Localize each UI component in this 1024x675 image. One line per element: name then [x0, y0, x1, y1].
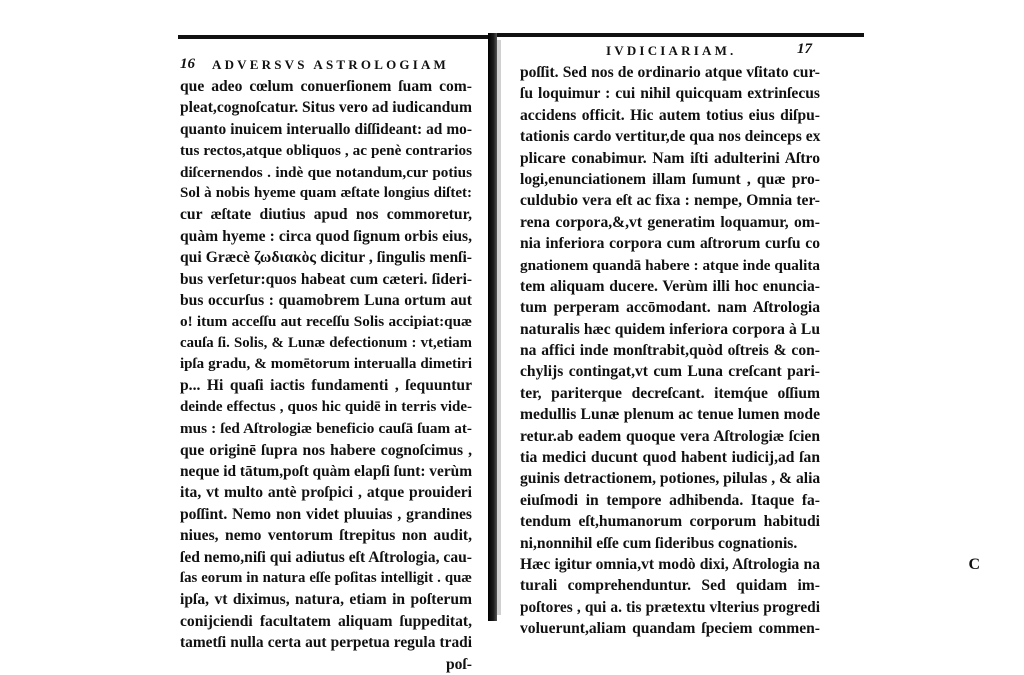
signature-mark: C [968, 556, 980, 573]
book-spine [488, 33, 497, 621]
right-page [520, 40, 820, 640]
text-line: cur æſtate diutius apud nos commoretur, [180, 206, 472, 224]
right-page-number: 17 [797, 41, 812, 57]
text-line: tendum eſt,humanorum corporum habitudi [520, 513, 820, 531]
text-line: poſtores , qui a. tis prætextu vlterius progredi [520, 598, 820, 616]
text-line: tum perperam accōmodant. nam Aſtrologia [520, 299, 820, 317]
right-page-header [520, 40, 820, 62]
text-line: conijciendi facultatem aliquam ſuppeditat, [180, 612, 472, 630]
right-header-rule [496, 33, 864, 37]
left-header-rule [178, 35, 490, 39]
text-line: neque id tātum,poſt quàm elapſi ſunt: verùm [180, 463, 473, 481]
text-line: ita, vt multo antè proſpici , atque prouideri [180, 484, 472, 502]
text-line: que originē ſupra nos habere cognoſcimus , [180, 441, 472, 459]
text-line: diſcernendos . indè que notandum,cur potius [180, 163, 472, 181]
text-line: tem aliquam ducere. Verùm illi hoc enuncia- [520, 277, 820, 295]
text-line: culdubio vera eſt ac fixa : nempe, Omnia ter- [520, 192, 820, 210]
text-line: pleat,cognoſcatur. Situs vero ad iudicandum [180, 99, 472, 117]
text-line: accidens officit. Hic autem totius eius diſpu- [520, 106, 820, 124]
right-running-head: IVDICIARIAM. [606, 43, 737, 58]
right-page-text [520, 62, 820, 640]
text-line: nia inferiora corpora cum aſtrorum curſu co [520, 235, 820, 253]
text-line: medullis Lunæ plenum ac tenue lumen mode [520, 406, 820, 424]
left-page-number: 16 [180, 56, 195, 72]
text-line: ter, pariterque decreſcant. itemq́ue oſſium [520, 384, 820, 402]
text-line: ipſa, vt diximus, natura, etiam in poſterum [180, 591, 472, 609]
text-line: bus verſetur:quos habeat cum cæteri. ſideri- [180, 270, 472, 288]
left-page [180, 54, 472, 675]
text-line: ni,nonnihil eſſe cum ſideribus cognationis. [520, 534, 798, 552]
left-page-header [180, 54, 472, 76]
text-line: quanto inuicem interuallo diſſideant: ad mo- [180, 120, 472, 138]
text-line: qui Græcè ζωδιακὸς dicitur , ſingulis menſi- [180, 249, 472, 267]
text-line: gnationem quandā habere : atque inde qualita [520, 256, 820, 274]
text-line: tationis cardo vertitur,de qua nos deinceps ex [520, 128, 821, 146]
text-line: voluerunt,aliam quandam ſpeciem commen- [520, 620, 820, 638]
text-line: retur.ab eadem quoque vera Aſtrologiæ ſcien [520, 427, 820, 445]
text-line: plicare conabimur. Nam iſti adulterini Aſtro [520, 149, 820, 167]
text-line: tia medici ducunt quod habent iudicij,ad ſan [520, 449, 820, 467]
text-line: tametſi nulla certa aut perpetua regula tradi [180, 634, 472, 652]
text-line: logi,enunciationem illam ſumunt , quæ pro- [520, 170, 820, 188]
text-line: turali comprehenduntur. Sed quidam im- [520, 577, 820, 595]
text-line: Hæc igitur omnia,vt modò dixi, Aſtrologia na [520, 555, 820, 573]
text-line: deinde effectus , quos hic quidē in terris vide- [180, 398, 472, 415]
text-line: ipſa gradu, & momētorum interualla dimetiri [180, 356, 472, 373]
spine-shadow [497, 40, 501, 615]
left-page-text [180, 76, 472, 675]
text-line: niues, nemo ventorum ſtrepitus non audit, [180, 527, 472, 545]
text-line: quàm hyeme : circa quod ſignum orbis eius, [180, 227, 472, 245]
text-line: eiuſmodi in tempore adhibenda. Itaque fa- [520, 491, 820, 509]
catchword: poſ- [446, 655, 472, 673]
text-line: ſas eorum in natura eſſe poſitas intelligit . quæ [180, 569, 472, 586]
text-line: ſu loquimur : cui nihil quicquam extrinſecus [520, 85, 820, 103]
text-line: que adeo cœlum conuerſionem ſuam com- [180, 78, 472, 95]
text-line: bus occurſus : quamobrem Luna ortum aut [180, 291, 472, 309]
text-line: p... Hi quaſi iactis fundamenti , ſequuntur [180, 377, 472, 395]
text-line: poſſint. Nemo non videt pluuias , grandines [180, 505, 472, 523]
text-line: ſed nemo,niſi qui adiutus eſt Aſtrologia, cau- [180, 548, 472, 566]
text-line: poſſit. Sed nos de ordinario atque vſitato cur- [520, 64, 820, 81]
text-line: na affici inde monſtrabit,quòd oſtreis & con- [520, 342, 820, 360]
text-line: cauſa ſi. Solis, & Lunæ defectionum : vt,etiam [180, 334, 472, 351]
text-line: o! itum acceſſu aut receſſu Solis accipiat:quæ [180, 313, 472, 331]
text-line: naturalis hæc quidem inferiora corpora à Lu [520, 320, 820, 338]
text-line: mus : ſed Aſtrologiæ beneficio cauſā ſuam at- [180, 420, 472, 438]
left-running-head: ADVERSVS ASTROLOGIAM [212, 57, 450, 72]
text-line: chylijs contingat,vt cum Luna creſcant pari- [520, 363, 820, 381]
text-line: rena corpora,&,vt generatim loquamur, om- [520, 213, 820, 231]
text-line: guinis detractionem, potiones, pilulas , & alia [520, 470, 821, 488]
text-line: Sol à nobis hyeme quam æſtate longius diſtet: [180, 184, 472, 201]
text-line: tus rectos,atque obliquos , ac penè contrarios [180, 142, 472, 160]
